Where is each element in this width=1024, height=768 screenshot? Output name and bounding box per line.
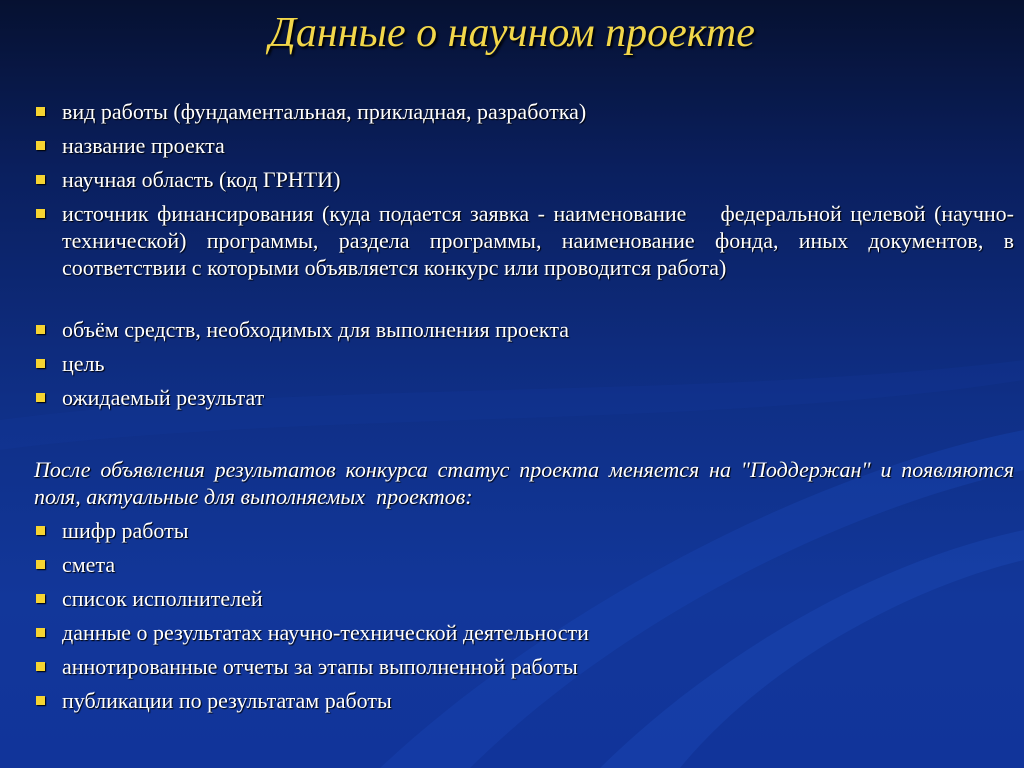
square-bullet-icon: [36, 393, 45, 402]
list-item: [34, 166, 1014, 193]
list-item: [34, 585, 1014, 612]
list-item-text: список исполнителей: [62, 586, 263, 611]
list-item-text: шифр работы: [62, 518, 189, 543]
list-item: [34, 653, 1014, 680]
list-item: [34, 687, 1014, 714]
list-item-text: объём средств, необходимых для выполнения проекта: [62, 317, 569, 342]
square-bullet-icon: [36, 359, 45, 368]
square-bullet-icon: [36, 696, 45, 705]
square-bullet-icon: [36, 209, 45, 218]
list-item: [34, 132, 1014, 159]
list-item-text: ожидаемый результат: [62, 385, 265, 410]
list-item-text: научная область (код ГРНТИ): [62, 167, 341, 192]
status-note: После объявления результатов конкурса статус проекта меняется на "Поддержан" и появляются поля, актуальные для выполняемых проектов:: [34, 457, 1020, 509]
list-item-text: публикации по результатам работы: [62, 688, 392, 713]
list-item: [34, 517, 1014, 544]
list-item-text: вид работы (фундаментальная, прикладная, разработка): [62, 99, 587, 124]
square-bullet-icon: [36, 526, 45, 535]
list-item: [34, 551, 1014, 578]
list-item-text: аннотированные отчеты за этапы выполненной работы: [62, 654, 578, 679]
square-bullet-icon: [36, 107, 45, 116]
list-item-text: данные о результатах научно-технической деятельности: [62, 620, 589, 645]
list-item: [34, 200, 1020, 281]
square-bullet-icon: [36, 628, 45, 637]
square-bullet-icon: [36, 662, 45, 671]
list-item-text: смета: [62, 552, 116, 577]
list-item: [34, 619, 1014, 646]
list-item: [34, 350, 1014, 377]
slide-title: Данные о научном проекте: [269, 10, 755, 56]
square-bullet-icon: [36, 594, 45, 603]
list-item: [34, 98, 1014, 125]
list-item-text: цель: [62, 351, 105, 376]
square-bullet-icon: [36, 560, 45, 569]
list-item-text: название проекта: [62, 133, 225, 158]
list-item: [34, 384, 1014, 411]
square-bullet-icon: [36, 175, 45, 184]
square-bullet-icon: [36, 325, 45, 334]
list-item-text: источник финансирования (куда подается заявка - наименование федеральной целевой (научно-технической) программы, раздела программы, наименование фонда, иных документов, в соответствии с которыми объявляется конкурс или проводится работа): [62, 201, 1020, 280]
list-item: [34, 316, 1014, 343]
square-bullet-icon: [36, 141, 45, 150]
